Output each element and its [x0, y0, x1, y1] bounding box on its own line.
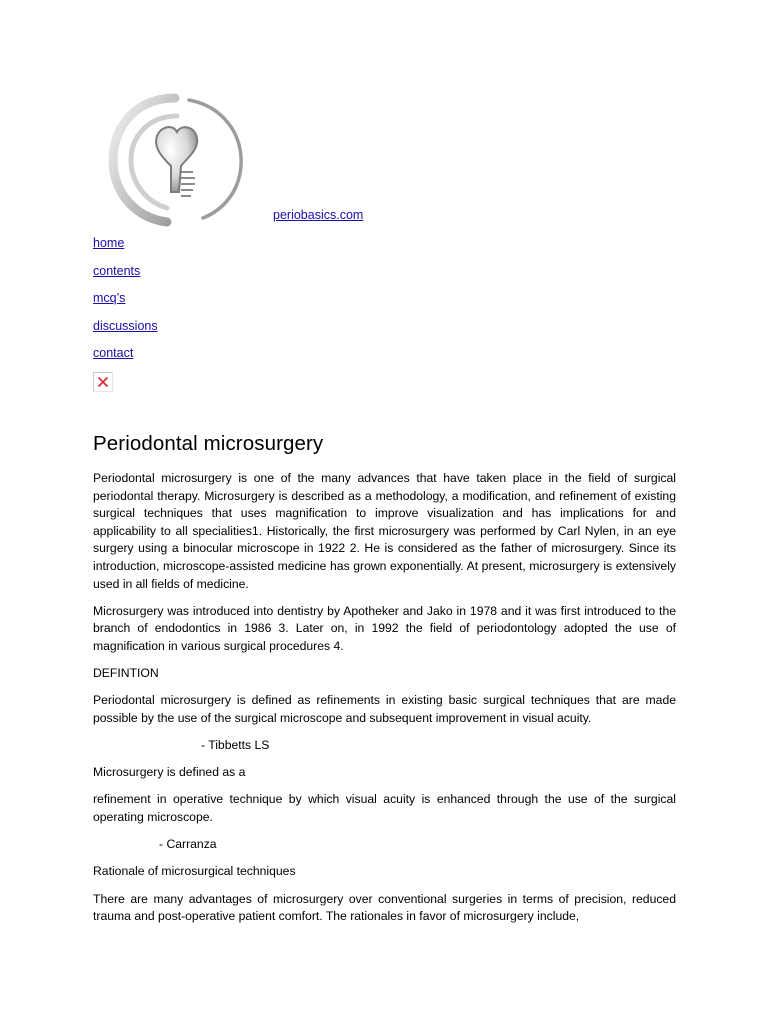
rationale-heading: Rationale of microsurgical techniques: [93, 864, 296, 879]
broken-image-icon: [93, 372, 113, 392]
nav-discussions-link[interactable]: discussions: [93, 318, 158, 333]
definition-heading: DEFINTION: [93, 666, 159, 681]
periobasics-logo-icon: [105, 92, 250, 227]
nav-contents-link[interactable]: contents: [93, 263, 141, 278]
history-paragraph: Microsurgery was introduced into dentistry by Apotheker and Jako in 1978 and it was first introduced to the branch of endodontics in 1986 3. Later on, in 1992 the field of periodontology adopted the use of magnification in various surgical procedures 4.: [93, 603, 676, 653]
intro-paragraph: Periodontal microsurgery is one of the many advances that have taken place in the field of surgical periodontal therapy. Microsurgery is described as a methodology, a modification, and refinement of existing surgical techniques that uses magnification to improve visualization and has implications for and applicability to all specialities1. Historically, the first microsurgery was performed by Carl Nylen, in an eye surgery using a binocular microscope in 1922 2. He is considered as the father of microsurgery. Since its introduction, microscope-assisted medicine has grown exponentially. At present, microsurgery is extensively used in all fields of medicine.: [93, 471, 676, 591]
nav-mcqs-link[interactable]: mcq’s: [93, 291, 126, 305]
definition-intro-2: Microsurgery is defined as a: [93, 765, 246, 780]
attribution-carranza: - Carranza: [159, 837, 217, 852]
article-body: [93, 470, 676, 935]
nav-contact-link[interactable]: contact: [93, 346, 134, 360]
attribution-tibbetts: - Tibbetts LS: [201, 738, 270, 753]
page-title: Periodontal microsurgery: [93, 432, 324, 455]
definition-paragraph-2: refinement in operative technique by which visual acuity is enhanced through the use of the surgical operating microscope.: [93, 792, 676, 825]
site-link[interactable]: periobasics.com: [273, 208, 364, 222]
main-nav: [93, 235, 158, 373]
rationale-paragraph: There are many advantages of microsurgery over conventional surgeries in terms of precision, reduced trauma and post-operative patient comfort. The rationales in favor of microsurgery include,: [93, 891, 676, 924]
nav-home-link[interactable]: home: [93, 236, 125, 250]
definition-paragraph-1: Periodontal microsurgery is defined as refinements in existing basic surgical techniques that are made possible by the use of the surgical microscope and subsequent improvement in visual acuity.: [93, 693, 676, 725]
